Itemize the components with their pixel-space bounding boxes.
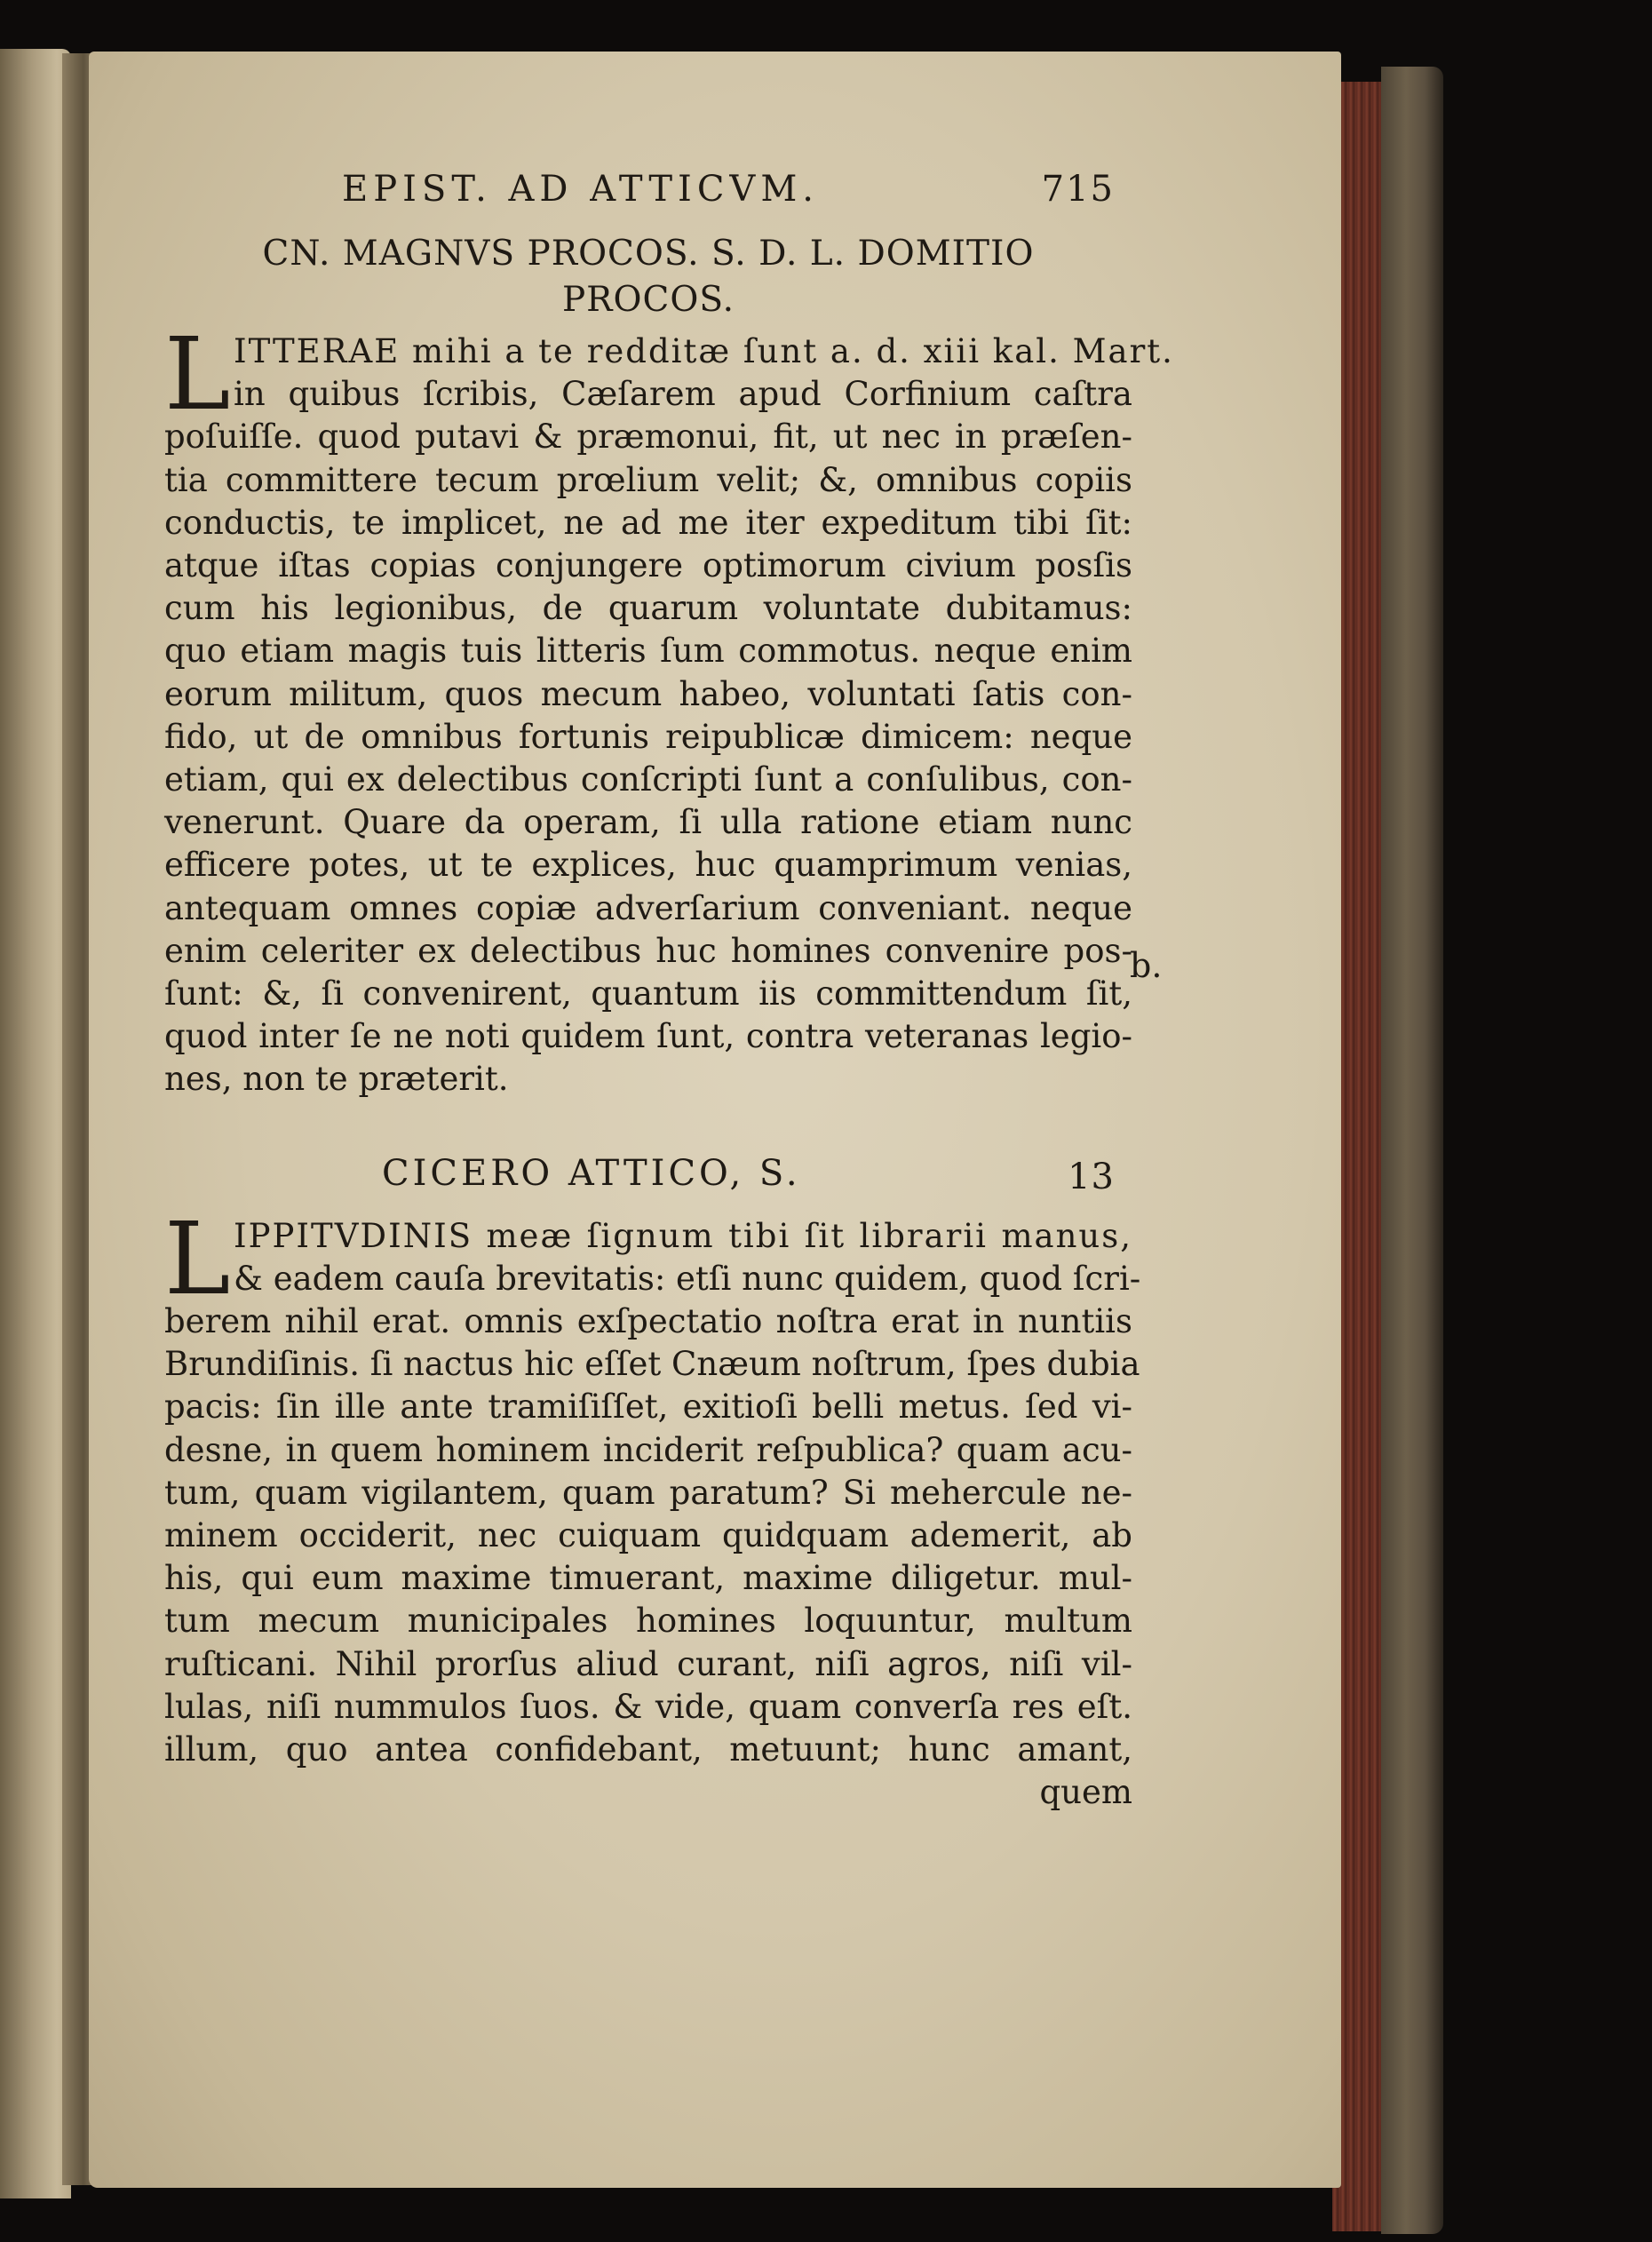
text-line: quod inter ſe ne noti quidem ſunt, contra veteranas legio-	[164, 1017, 1132, 1056]
margin-note: b.	[1130, 946, 1163, 985]
text-line: nes, non te præterit.	[164, 1060, 509, 1099]
text-line: eorum militum, quos mecum habeo, voluntati ſatis con-	[164, 674, 1132, 713]
text-line: etiam, qui ex delectibus conſcripti ſunt a conſulibus, con-	[164, 760, 1132, 799]
text-line: ſunt: &, ſi convenirent, quantum iis committendum ſit,	[164, 974, 1132, 1014]
text-line: efficere potes, ut te explices, huc quamprimum venias,	[164, 846, 1132, 885]
text-line: tum, quam vigilantem, quam paratum? Si mehercule ne-	[164, 1473, 1132, 1512]
book-cover-edge	[1381, 67, 1443, 2234]
text-line: ruſticani. Nihil prorſus aliud curant, niſi agros, niſi vil-	[164, 1644, 1132, 1683]
text-line: pacis: ſin ille ante tramiſiſſet, exitioſi belli metus. ſed vi-	[164, 1387, 1132, 1427]
text-line: his, qui eum maxime timuerant, maxime diligetur. mul-	[164, 1559, 1132, 1598]
text-line: & eadem cauſa brevitatis: etſi nunc quidem, quod ſcri-	[234, 1259, 1141, 1298]
text-line: minem occiderit, nec cuiquam quidquam ademerit, ab	[164, 1516, 1132, 1555]
page-text-block	[164, 169, 1174, 1815]
previous-page-edge	[0, 49, 71, 2198]
text-line: Brundiſinis. ſi nactus hic eſſet Cnæum noſtrum, ſpes dubia	[164, 1345, 1140, 1384]
letter-1	[164, 231, 1174, 1101]
text-line: ITTERAE mihi a te redditæ ſunt a. d. xiii kal. Mart.	[234, 332, 1174, 370]
text-line: conductis, te implicet, ne ad me iter expeditum tibi ſit:	[164, 503, 1132, 542]
text-line: quo etiam magis tuis litteris ſum commotus. neque enim	[164, 632, 1132, 671]
text-line: in quibus ſcribis, Cæſarem apud Corfinium caſtra	[234, 375, 1132, 414]
running-head	[164, 169, 1132, 231]
text-line: illum, quo antea confidebant, metuunt; hunc amant,	[164, 1730, 1132, 1769]
text-line: venerunt. Quare da operam, ſi ulla ratione etiam nunc	[164, 803, 1132, 842]
text-line: lulas, niſi nummulos ſuos. & vide, quam converſa res eſt.	[164, 1687, 1132, 1726]
letter-1-heading-line-2: PROCOS.	[561, 280, 735, 320]
text-line: IPPITVDINIS meæ ſignum tibi ſit librarii manus,	[234, 1216, 1132, 1255]
letter-1-body	[164, 317, 1174, 1101]
running-head-title: EPIST. AD ATTICVM.	[342, 169, 819, 210]
letter-2-number: 13	[1068, 1156, 1115, 1197]
text-line: cum his legionibus, de quarum voluntate dubitamus:	[164, 589, 1132, 628]
page-number: 715	[1041, 169, 1115, 210]
text-line: atque iſtas copias conjungere optimorum civium posſis	[164, 546, 1132, 585]
letter-1-drop-cap: L	[164, 317, 231, 433]
catchword: quem	[1039, 1773, 1132, 1812]
letter-2-body	[164, 1201, 1141, 1815]
text-line: desne, in quem hominem inciderit reſpublica? quam acu-	[164, 1430, 1132, 1469]
text-line: poſuiſſe. quod putavi & præmonui, fit, ut nec in præſen-	[164, 417, 1132, 457]
text-line: tum mecum municipales homines loquuntur, multum	[164, 1602, 1132, 1641]
text-line: antequam omnes copiæ adverſarium conveniant. neque	[164, 888, 1132, 927]
text-line: fido, ut de omnibus fortunis reipublicæ dimicem: neque	[164, 717, 1132, 756]
letter-2-drop-cap: L	[164, 1201, 231, 1317]
text-line: enim celeriter ex delectibus huc homines convenire pos-	[164, 931, 1132, 970]
text-line: berem nihil erat. omnis exſpectatio noſtra erat in nuntiis	[164, 1302, 1132, 1341]
letter-1-heading-line-1: CN. MAGNVS PROCOS. S. D. L. DOMITIO	[262, 234, 1035, 274]
text-line: tia committere tecum prœlium velit; &, omnibus copiis	[164, 460, 1132, 499]
letter-2-title	[164, 1153, 1132, 1208]
letter-2-title-text: CICERO ATTICO, S.	[382, 1152, 801, 1194]
